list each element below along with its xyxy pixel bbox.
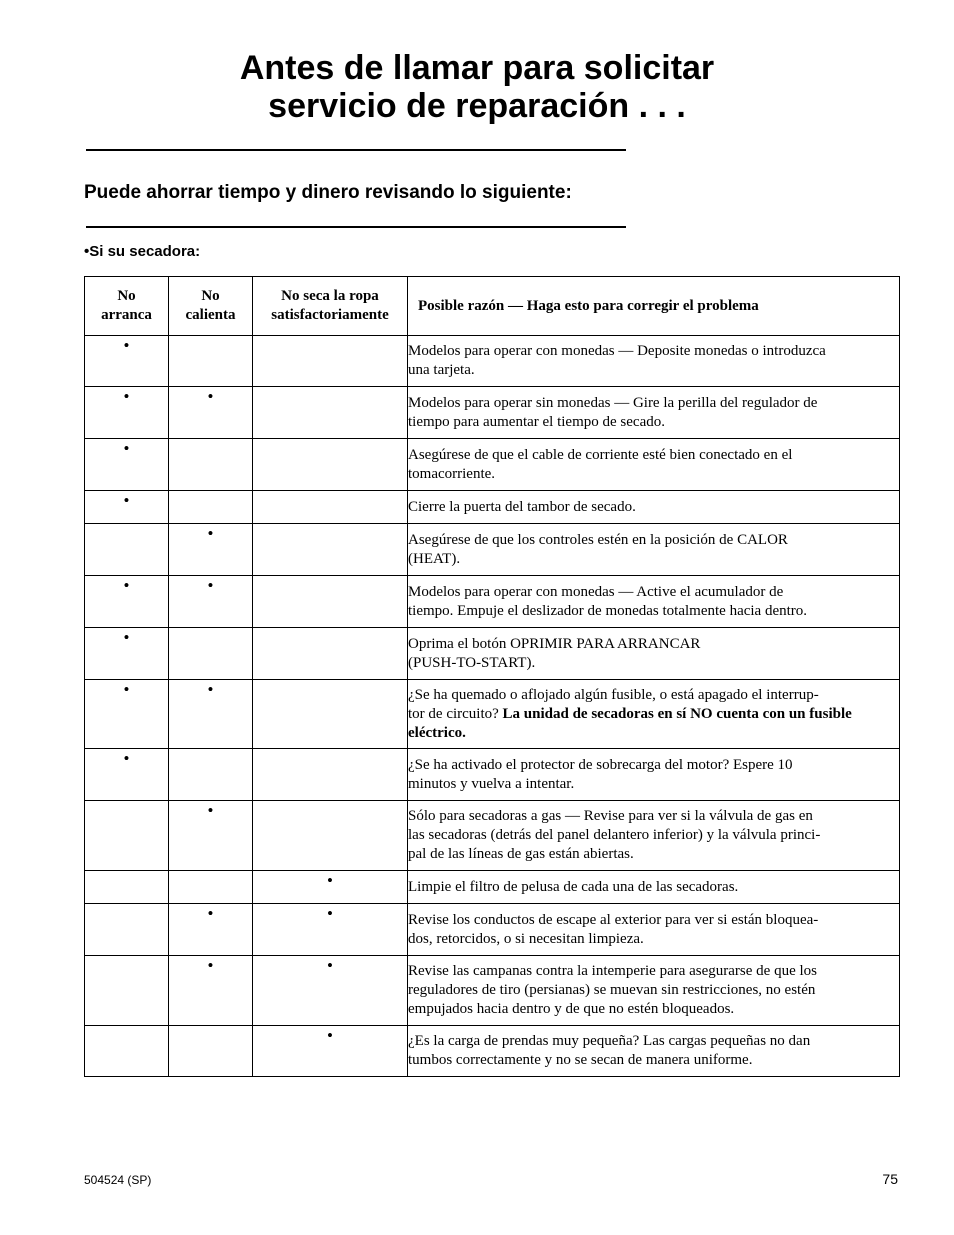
cell-reason xyxy=(408,1026,900,1077)
reason-line: ¿Es la carga de prendas muy pequeña? Las cargas pequeñas no dan xyxy=(408,1033,811,1049)
table-row xyxy=(85,956,900,1026)
bullet-mark: • xyxy=(123,680,130,699)
header-reason: Posible razón — Haga esto para corregir el problema xyxy=(408,277,900,336)
cell-no-seca xyxy=(253,801,408,871)
reason-line: Sólo para secadoras a gas — Revise para ver si la válvula de gas en xyxy=(408,808,813,824)
table-row xyxy=(85,749,900,801)
table-row xyxy=(85,680,900,749)
bullet-mark: • xyxy=(327,871,333,890)
bullet-mark: • xyxy=(123,336,130,355)
cell-no-arranca xyxy=(85,871,169,904)
top-divider xyxy=(86,149,626,151)
cell-no-seca xyxy=(253,576,408,628)
reason-line: Revise las campanas contra la intemperie para asegurarse de que los xyxy=(408,963,817,979)
cell-no-calienta xyxy=(169,680,253,749)
cell-no-calienta xyxy=(169,336,253,387)
page-title-line-1: Antes de llamar para solicitar xyxy=(239,49,715,87)
reason-line: ¿Se ha quemado o aflojado algún fusible, o está apagado el interrup- xyxy=(408,686,819,703)
cell-no-seca xyxy=(253,956,408,1026)
reason-line: empujados hacia dentro y de que no estén bloqueados. xyxy=(408,1001,735,1017)
bullet-mark: • xyxy=(123,439,130,458)
bullet-mark: • xyxy=(207,387,214,406)
reason-line: Asegúrese de que el cable de corriente esté bien conectado en el xyxy=(408,446,793,463)
bullet-mark: • xyxy=(327,1026,333,1045)
bullet-mark: • xyxy=(123,387,130,406)
cell-no-arranca xyxy=(85,387,169,439)
table-row xyxy=(85,1026,900,1077)
bullet-mark: • xyxy=(123,576,130,595)
table-header-row xyxy=(85,277,900,336)
table-row xyxy=(85,628,900,680)
cell-no-calienta xyxy=(169,956,253,1026)
cell-no-calienta xyxy=(169,491,253,524)
cell-no-seca xyxy=(253,524,408,576)
reason-line: Modelos para operar sin monedas — Gire la perilla del regulador de xyxy=(408,394,818,411)
bullet-mark: • xyxy=(207,801,214,820)
bullet-mark: • xyxy=(327,956,333,975)
header-text: No seca la ropa xyxy=(281,288,379,304)
document-code: 504524 (SP) xyxy=(84,1173,152,1187)
cell-no-arranca xyxy=(85,904,169,956)
bullet-mark: • xyxy=(327,904,333,923)
cell-no-arranca xyxy=(85,336,169,387)
cell-no-arranca xyxy=(85,749,169,801)
cell-no-seca xyxy=(253,491,408,524)
cell-no-seca xyxy=(253,680,408,749)
header-text: arranca xyxy=(101,307,152,323)
cell-reason xyxy=(408,956,900,1026)
reason-line: las secadoras (detrás del panel delantero inferior) y la válvula princi- xyxy=(408,827,821,843)
bullet-mark: • xyxy=(207,680,214,699)
cell-no-arranca xyxy=(85,956,169,1026)
cell-no-seca xyxy=(253,904,408,956)
reason-line: Revise los conductos de escape al exterior para ver si están bloquea- xyxy=(408,911,819,928)
reason-line: tiempo. Empuje el deslizador de monedas totalmente hacia dentro. xyxy=(408,602,808,619)
header-no-calienta xyxy=(169,277,253,336)
cell-reason xyxy=(408,871,900,904)
cell-no-arranca xyxy=(85,439,169,491)
table-row xyxy=(85,491,900,524)
cell-no-calienta xyxy=(169,628,253,680)
cell-no-calienta xyxy=(169,576,253,628)
cell-no-calienta xyxy=(169,439,253,491)
table-row xyxy=(85,871,900,904)
cell-no-arranca xyxy=(85,680,169,749)
bullet-mark: • xyxy=(207,524,214,543)
table-row xyxy=(85,439,900,491)
reason-emphasis: La unidad de secadoras en sí NO cuenta con un fusible eléctrico. xyxy=(408,705,852,741)
reason-line: ¿Se ha activado el protector de sobrecarga del motor? Espere 10 xyxy=(408,756,793,773)
cell-no-arranca xyxy=(85,524,169,576)
cell-no-calienta xyxy=(169,524,253,576)
page-number: 75 xyxy=(882,1171,898,1187)
bullet-mark: • xyxy=(123,628,130,647)
page-title-line-2: servicio de reparación . . . xyxy=(268,87,686,125)
troubleshooting-table xyxy=(84,276,900,1077)
section-subtitle: Puede ahorrar tiempo y dinero revisando lo siguiente: xyxy=(84,182,572,203)
section-label: •Si su secadora: xyxy=(84,243,201,260)
cell-no-calienta xyxy=(169,871,253,904)
header-no-arranca xyxy=(85,277,169,336)
page-title xyxy=(0,49,954,125)
reason-line: Modelos para operar con monedas — Active el acumulador de xyxy=(408,583,784,600)
reason-line: tomacorriente. xyxy=(408,465,496,482)
table-row xyxy=(85,336,900,387)
cell-no-arranca xyxy=(85,628,169,680)
cell-reason xyxy=(408,336,900,387)
reason-line: una tarjeta. xyxy=(408,362,475,378)
cell-reason xyxy=(408,904,900,956)
reason-line: minutos y vuelva a intentar. xyxy=(408,775,575,792)
table-row xyxy=(85,801,900,871)
reason-line: Cierre la puerta del tambor de secado. xyxy=(408,498,636,515)
bullet-mark: • xyxy=(123,749,130,768)
cell-no-arranca xyxy=(85,491,169,524)
table-row xyxy=(85,576,900,628)
cell-no-seca xyxy=(253,871,408,904)
reason-line: tumbos correctamente y no se secan de manera uniforme. xyxy=(408,1052,753,1068)
reason-line: dos, retorcidos, o si necesitan limpieza. xyxy=(408,930,644,947)
cell-no-calienta xyxy=(169,1026,253,1077)
header-no-seca xyxy=(253,277,408,336)
cell-reason xyxy=(408,749,900,801)
bullet-mark: • xyxy=(207,904,214,923)
cell-no-arranca xyxy=(85,801,169,871)
cell-reason xyxy=(408,439,900,491)
cell-no-seca xyxy=(253,336,408,387)
cell-no-arranca xyxy=(85,576,169,628)
table-row xyxy=(85,387,900,439)
reason-line: Modelos para operar con monedas — Deposite monedas o introduzca xyxy=(408,343,826,359)
bullet-mark: • xyxy=(207,956,214,975)
cell-no-seca xyxy=(253,387,408,439)
cell-reason xyxy=(408,680,900,749)
reason-line: (HEAT). xyxy=(408,550,461,567)
reason-line: Asegúrese de que los controles estén en la posición de CALOR xyxy=(408,531,788,548)
cell-reason xyxy=(408,491,900,524)
reason-line: Limpie el filtro de pelusa de cada una de las secadoras. xyxy=(408,878,739,895)
bullet-mark: • xyxy=(207,576,214,595)
reason-line: Oprima el botón OPRIMIR PARA ARRANCAR xyxy=(408,635,701,652)
table-row xyxy=(85,524,900,576)
cell-no-seca xyxy=(253,439,408,491)
header-text: No xyxy=(201,288,220,304)
cell-no-calienta xyxy=(169,904,253,956)
cell-reason xyxy=(408,387,900,439)
cell-no-arranca xyxy=(85,1026,169,1077)
table-row xyxy=(85,904,900,956)
cell-no-calienta xyxy=(169,801,253,871)
cell-no-calienta xyxy=(169,749,253,801)
header-text: satisfactoriamente xyxy=(271,307,389,323)
cell-reason xyxy=(408,801,900,871)
bullet-mark: • xyxy=(123,491,130,510)
reason-line: (PUSH-TO-START). xyxy=(408,654,536,671)
header-text: calienta xyxy=(185,307,236,323)
cell-reason xyxy=(408,524,900,576)
cell-no-seca xyxy=(253,628,408,680)
cell-no-calienta xyxy=(169,387,253,439)
cell-no-seca xyxy=(253,749,408,801)
reason-line: tor de circuito? xyxy=(408,705,503,722)
reason-line: tiempo para aumentar el tiempo de secado. xyxy=(408,413,665,430)
subtitle-divider xyxy=(86,226,626,228)
reason-line: pal de las líneas de gas están abiertas. xyxy=(408,846,634,862)
cell-reason xyxy=(408,576,900,628)
reason-line: reguladores de tiro (persianas) se muevan sin restricciones, no estén xyxy=(408,982,816,998)
cell-no-seca xyxy=(253,1026,408,1077)
cell-reason xyxy=(408,628,900,680)
header-text: No xyxy=(117,288,136,304)
